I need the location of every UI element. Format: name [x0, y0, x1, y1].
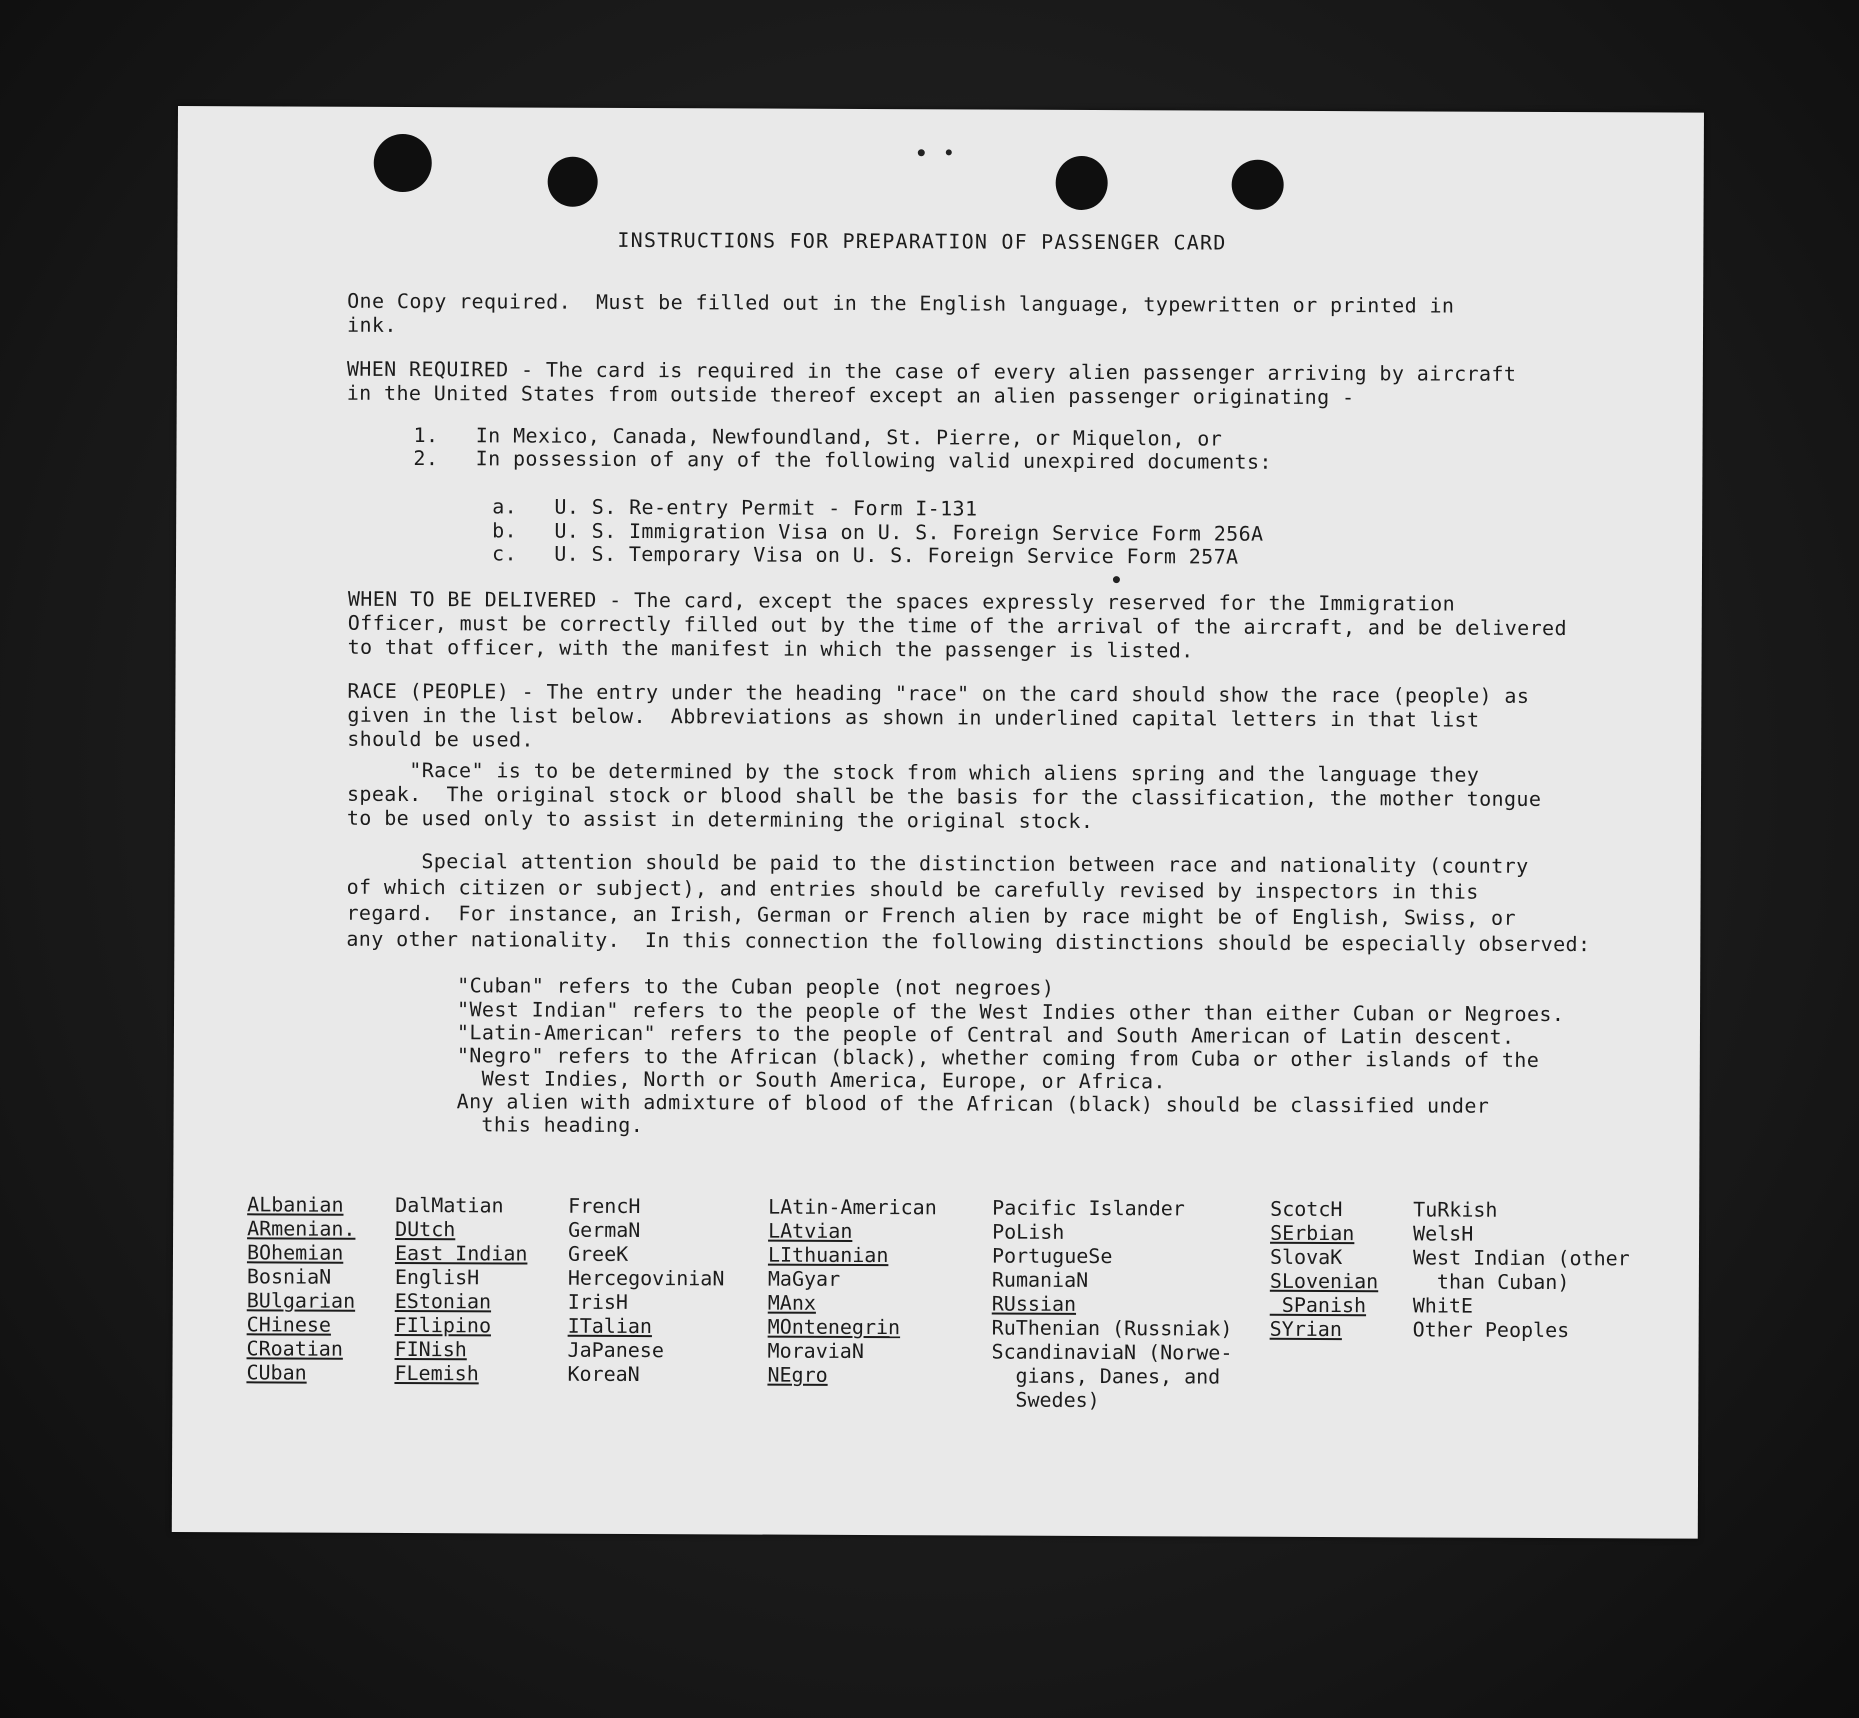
when-required-line: in the United States from outside thereof except an alien passenger originating - — [346, 380, 1355, 410]
race-entry: CUban — [246, 1360, 307, 1385]
race-entry: gians, Danes, and — [991, 1363, 1221, 1389]
race-entry: MaGyar — [767, 1266, 841, 1291]
race-entry: WhitE — [1412, 1293, 1474, 1318]
distinction-line: West Indies, North or South America, Europe, or Africa. — [456, 1066, 1166, 1094]
punch-hole-1 — [374, 134, 432, 192]
race-entry: HercegoviniaN — [567, 1265, 725, 1291]
distinction-line: this heading. — [456, 1112, 644, 1138]
race-entry: NEgro — [767, 1362, 828, 1387]
ink-speck — [1113, 576, 1120, 583]
document-item: b. U. S. Immigration Visa on U. S. Foreign Service Form 256A — [492, 518, 1264, 546]
race-determined-line: to be used only to assist in determining the original stock. — [346, 805, 1094, 834]
race-entry: ITalian — [567, 1313, 653, 1339]
document-item: a. U. S. Re-entry Permit - Form I-131 — [492, 494, 978, 521]
intro-line: ink. — [346, 312, 397, 337]
punch-hole-4 — [1232, 160, 1284, 210]
race-entry: PoLish — [992, 1219, 1065, 1244]
race-entry: DUtch — [395, 1216, 456, 1242]
originating-item: 1. In Mexico, Canada, Newfoundland, St. Pierre, or Miquelon, or — [413, 423, 1223, 451]
when-delivered-line: to that officer, with the manifest in which the passenger is listed. — [347, 634, 1194, 663]
race-entry: Pacific Islander — [992, 1195, 1185, 1221]
special-attention-line: Special attention should be paid to the distinction between race and nationality (country — [346, 848, 1529, 878]
race-entry: SErbian — [1270, 1220, 1355, 1246]
race-entry: RuThenian (Russniak) — [991, 1315, 1233, 1341]
distinction-line: "Negro" refers to the African (black), whether coming from Cuba or other islands of the — [456, 1043, 1540, 1072]
race-entry: than Cuban) — [1412, 1269, 1570, 1295]
race-entry: FIlipino — [394, 1312, 492, 1338]
special-attention-line: of which citizen or subject), and entries should be carefully revised by inspectors in this — [346, 874, 1479, 904]
race-entry: FLemish — [394, 1360, 479, 1386]
race-entry: EStonian — [394, 1288, 492, 1314]
intro-line: One Copy required. Must be filled out in the English language, typewritten or printed in — [347, 288, 1455, 318]
race-entry: RumaniaN — [991, 1267, 1089, 1292]
race-entry: BosniaN — [246, 1264, 332, 1289]
race-entry: MOntenegrin — [767, 1314, 901, 1340]
race-entry: LAtvian — [768, 1218, 853, 1243]
punch-hole-3 — [1056, 156, 1108, 210]
distinction-line: "West Indian" refers to the people of the West Indies other than either Cuban or Negroes. — [457, 997, 1565, 1027]
race-entry: CHinese — [246, 1312, 332, 1337]
originating-item: 2. In possession of any of the following valid unexpired documents: — [413, 446, 1272, 474]
race-entry: TuRkish — [1413, 1197, 1498, 1222]
race-entry: EnglisH — [394, 1264, 480, 1290]
race-entry: FINish — [394, 1336, 467, 1362]
document-page — [172, 106, 1704, 1539]
ink-speck — [918, 149, 925, 156]
race-entry: CRoatian — [246, 1336, 343, 1361]
race-determined-line: speak. The original stock or blood shall be the basis for the classification, the mother tongue — [346, 781, 1542, 811]
race-entry: Other Peoples — [1412, 1317, 1570, 1343]
race-people-line: should be used. — [347, 726, 534, 752]
race-entry: MAnx — [767, 1290, 817, 1315]
race-entry: MoraviaN — [767, 1338, 864, 1364]
race-entry: SYrian — [1269, 1316, 1342, 1342]
when-required-line: WHEN REQUIRED - The card is required in the case of every alien passenger arriving by aircraft — [346, 356, 1517, 386]
race-column-7 — [1413, 1197, 1630, 1342]
when-delivered-line: WHEN TO BE DELIVERED - The card, except the spaces expressly reserved for the Immigration — [347, 586, 1456, 616]
race-entry: West Indian (other — [1412, 1245, 1630, 1271]
race-entry: JaPanese — [567, 1337, 664, 1363]
race-entry: WelsH — [1413, 1221, 1474, 1246]
race-entry: GreeK — [567, 1241, 629, 1266]
race-entry: LIthuanian — [767, 1242, 889, 1268]
race-entry: ARmenian. — [247, 1216, 356, 1241]
race-entry: SlovaK — [1269, 1244, 1343, 1270]
document-title: INSTRUCTIONS FOR PREPARATION OF PASSENGER CARD — [617, 227, 1227, 255]
when-delivered-line: Officer, must be correctly filled out by the time of the arrival of the aircraft, and be delivered — [347, 610, 1568, 641]
race-column-4 — [767, 1195, 936, 1388]
distinction-line: Any alien with admixture of blood of the African (black) should be classified under — [456, 1089, 1490, 1118]
race-people-line: given in the list below. Abbreviations as shown in underlined capital letters in that list — [347, 702, 1480, 732]
race-entry: RUssian — [991, 1291, 1077, 1316]
race-entry: ALbanian — [247, 1192, 344, 1217]
race-entry: DalMatian — [395, 1192, 504, 1218]
special-attention-line: regard. For instance, an Irish, German or French alien by race might be of English, Swiss, or — [346, 900, 1516, 930]
race-entry: ScandinaviaN (Norwe- — [991, 1339, 1233, 1365]
race-entry: FrencH — [568, 1193, 641, 1219]
special-attention-line: any other nationality. In this connection the following distinctions should be especially observed: — [346, 926, 1591, 957]
distinction-line: "Latin-American" refers to the people of Central and South American of Latin descent. — [456, 1020, 1515, 1049]
race-people-line: RACE (PEOPLE) - The entry under the heading "race" on the card should show the race (people) as — [347, 678, 1530, 708]
race-column-3 — [567, 1194, 724, 1387]
race-entry: PortugueSe — [991, 1243, 1113, 1269]
race-entry: ScotcH — [1270, 1196, 1343, 1222]
race-entry: SLovenian — [1269, 1268, 1379, 1294]
race-entry: IrisH — [567, 1289, 629, 1314]
race-entry: GermaN — [568, 1217, 641, 1243]
document-item: c. U. S. Temporary Visa on U. S. Foreign Service Form 257A — [491, 541, 1239, 569]
race-column-5 — [991, 1196, 1233, 1413]
race-entry: BUlgarian — [246, 1288, 356, 1313]
distinction-line: "Cuban" refers to the Cuban people (not negroes) — [457, 973, 1055, 1000]
race-entry: East Indian — [394, 1240, 528, 1266]
race-entry: BOhemian — [246, 1240, 344, 1265]
race-entry: LAtin-American — [768, 1194, 937, 1220]
race-entry: Swedes) — [991, 1387, 1100, 1413]
race-determined-line: "Race" is to be determined by the stock from which aliens spring and the language they — [347, 757, 1480, 787]
race-column-6 — [1270, 1197, 1379, 1341]
ink-speck — [946, 149, 952, 155]
race-column-1 — [246, 1192, 355, 1384]
race-entry: KoreaN — [567, 1361, 640, 1387]
race-column-2 — [394, 1193, 527, 1386]
race-entry: SPanish — [1269, 1292, 1367, 1318]
punch-hole-2 — [548, 157, 598, 207]
